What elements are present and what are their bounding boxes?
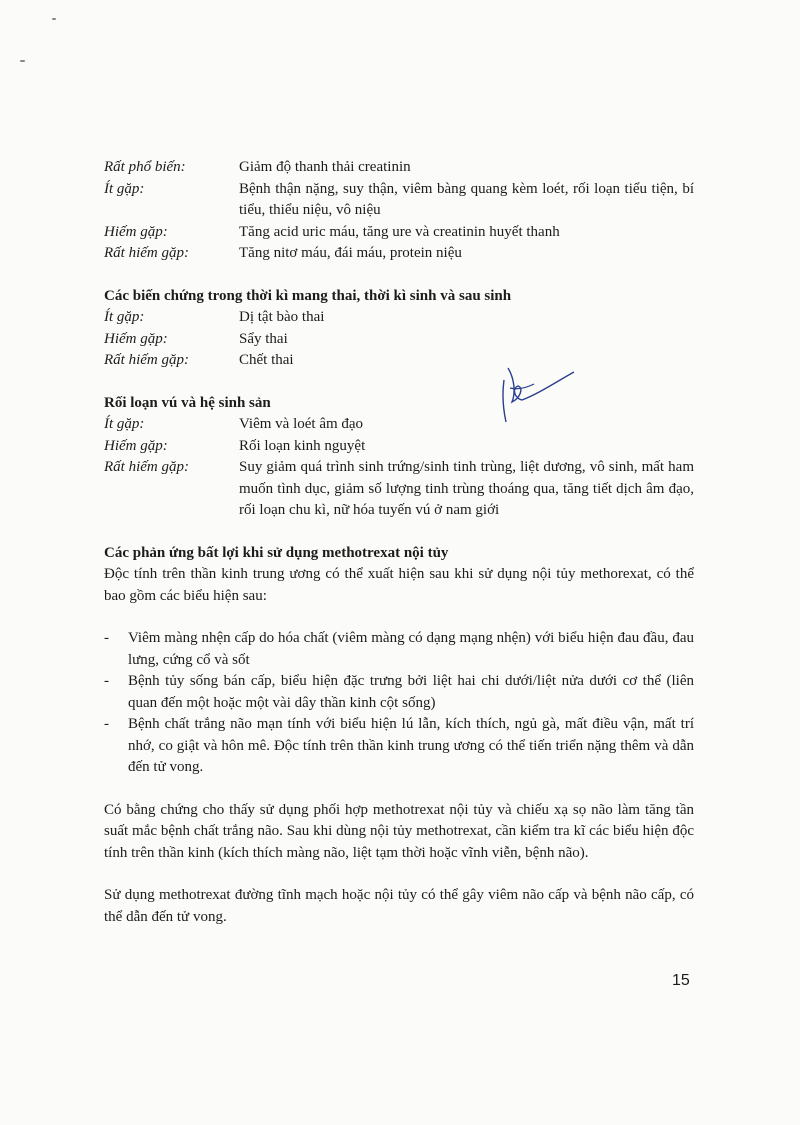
frequency-row bbox=[104, 243, 694, 265]
frequency-label: Rất hiếm gặp: bbox=[104, 459, 189, 475]
list-item bbox=[104, 714, 694, 779]
frequency-label: Rất phổ biến: bbox=[104, 159, 186, 175]
neuro-toxicity-list bbox=[104, 628, 694, 779]
frequency-label: Ít gặp: bbox=[104, 416, 145, 432]
body-paragraph: Có bằng chứng cho thấy sử dụng phối hợp methotrexat nội tủy và chiếu xạ sọ não làm tăng tần suất mắc bệnh chất trắng não. Sau khi dùng nội tủy methotrexat, cần kiểm tra kĩ các biểu hiện độc tính trên thần kinh (kích thích màng não, liệt tạm thời hoặc vĩnh viễn, bệnh não). bbox=[104, 801, 694, 861]
effect-text: Chết thai bbox=[239, 352, 294, 368]
frequency-row bbox=[104, 457, 694, 522]
breast-reproductive-section bbox=[104, 393, 694, 522]
intro-paragraph: Độc tính trên thần kinh trung ương có thể xuất hiện sau khi sử dụng nội tủy methorexat, có thể bao gồm các biểu hiện sau: bbox=[104, 566, 694, 604]
effect-text: Tăng acid uric máu, tăng ure và creatinin huyết thanh bbox=[239, 223, 560, 240]
frequency-label: Hiếm gặp: bbox=[104, 223, 168, 240]
frequency-label: Ít gặp: bbox=[104, 309, 145, 325]
intrathecal-section bbox=[104, 543, 694, 929]
frequency-label: Rất hiếm gặp: bbox=[104, 352, 189, 368]
section-heading: Rối loạn vú và hệ sinh sản bbox=[104, 394, 271, 411]
section-heading: Các biến chứng trong thời kì mang thai, thời kì sinh và sau sinh bbox=[104, 287, 512, 304]
frequency-row bbox=[104, 329, 694, 351]
frequency-row bbox=[104, 179, 694, 222]
body-paragraph: Sử dụng methotrexat đường tĩnh mạch hoặc nội tủy có thể gây viêm não cấp và bệnh não cấp, có thể dẫn đến tử vong. bbox=[104, 887, 694, 925]
effect-text: Bệnh thận nặng, suy thận, viêm bàng quang kèm loét, rối loạn tiểu tiện, bí tiểu, thiểu niệu, vô niệu bbox=[239, 180, 694, 218]
list-item-text: Bệnh tủy sống bán cấp, biểu hiện đặc trưng bởi liệt hai chi dưới/liệt nửa dưới cơ thể (liên quan đến một hoặc một vài dây thần kinh cột sống) bbox=[128, 673, 694, 711]
effect-text: Sẩy thai bbox=[239, 330, 288, 347]
scan-speck bbox=[52, 18, 56, 20]
bullet-marker: - bbox=[104, 716, 109, 732]
frequency-row bbox=[104, 157, 694, 179]
list-item-text: Viêm màng nhện cấp do hóa chất (viêm màng có dạng mạng nhện) với biểu hiện đau đầu, đau lưng, cứng cổ và sốt bbox=[128, 630, 694, 668]
frequency-label: Hiếm gặp: bbox=[104, 437, 168, 454]
frequency-row bbox=[104, 350, 694, 372]
bullet-marker: - bbox=[104, 673, 109, 689]
effect-text: Viêm và loét âm đạo bbox=[239, 416, 364, 432]
list-item bbox=[104, 671, 694, 714]
page-number: 15 bbox=[672, 972, 690, 989]
bullet-marker: - bbox=[104, 630, 109, 646]
effect-text: Tăng nitơ máu, đái máu, protein niệu bbox=[239, 245, 462, 261]
scan-speck bbox=[20, 60, 25, 62]
list-item bbox=[104, 628, 694, 671]
list-item-text: Bệnh chất trắng não mạn tính với biểu hiện lú lẫn, kích thích, ngủ gà, mất điều vận, mất trí nhớ, co giật và hôn mê. Độc tính trên thần kinh trung ương có thể tiến triển nặng thêm và dẫn đến tử vong. bbox=[128, 716, 694, 775]
frequency-row bbox=[104, 222, 694, 244]
section-heading: Các phản ứng bất lợi khi sử dụng methotrexat nội tủy bbox=[104, 544, 449, 561]
effect-text: Suy giảm quá trình sinh trứng/sinh tinh trùng, liệt dương, vô sinh, mất ham muốn tình dục, giảm số lượng tinh trùng thoáng qua, tăng tiết dịch âm đạo, rối loạn chu kì, nữ hóa tuyến vú ở nam giới bbox=[239, 459, 694, 518]
frequency-label: Rất hiếm gặp: bbox=[104, 245, 189, 261]
frequency-row bbox=[104, 414, 694, 436]
frequency-row bbox=[104, 307, 694, 329]
handwritten-signature bbox=[490, 358, 585, 428]
effect-text: Rối loạn kinh nguyệt bbox=[239, 437, 366, 454]
frequency-label: Hiếm gặp: bbox=[104, 330, 168, 347]
frequency-label: Ít gặp: bbox=[104, 180, 145, 197]
document-content bbox=[104, 157, 694, 928]
frequency-row bbox=[104, 436, 694, 458]
effect-text: Giảm độ thanh thải creatinin bbox=[239, 159, 411, 175]
effect-text: Dị tật bào thai bbox=[239, 309, 325, 325]
renal-adverse-effects bbox=[104, 157, 694, 265]
pregnancy-section bbox=[104, 286, 694, 372]
